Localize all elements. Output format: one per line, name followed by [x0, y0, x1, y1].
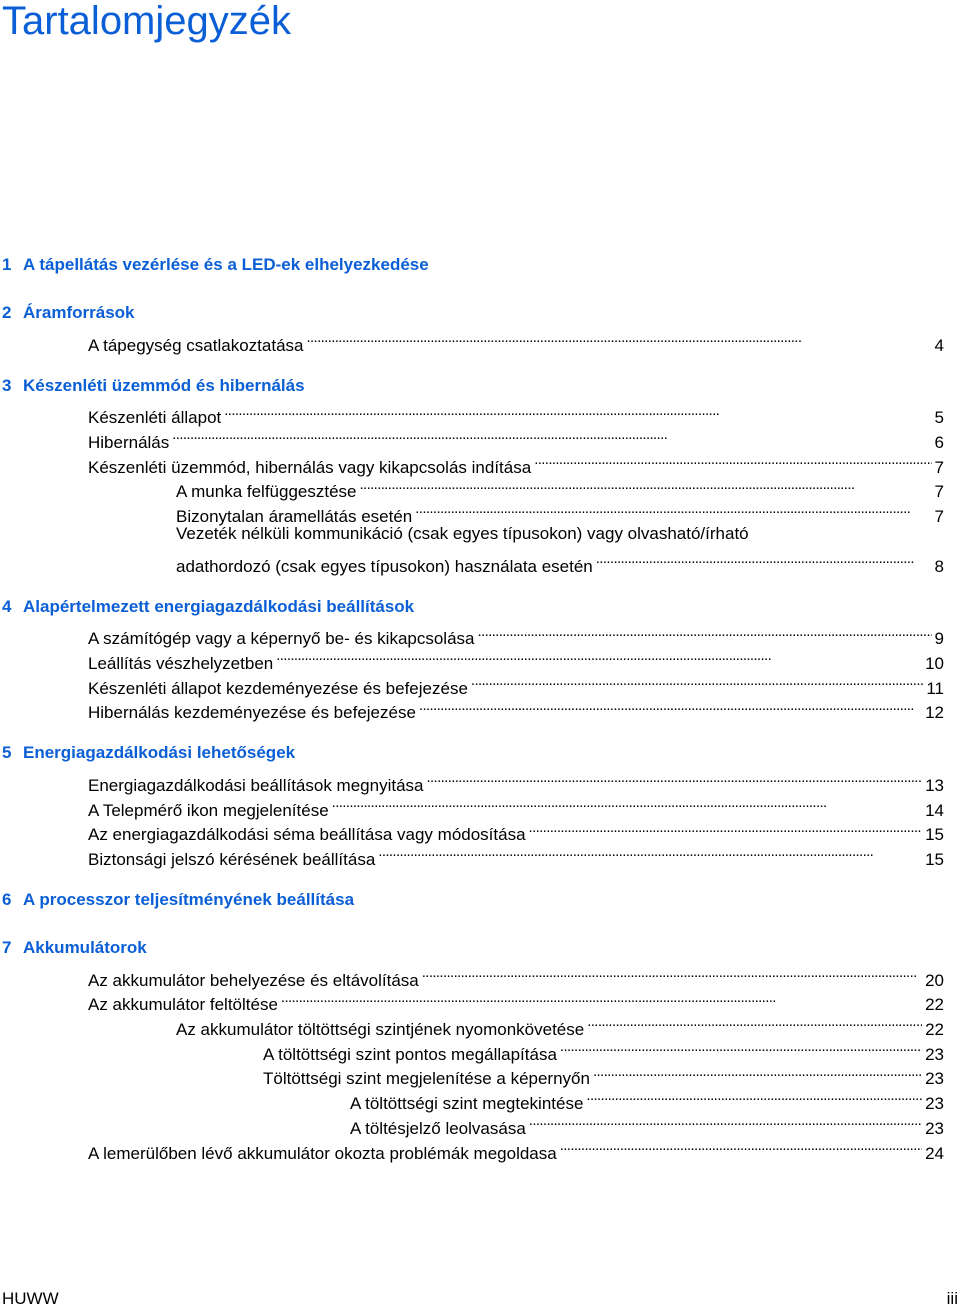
- toc-entry-title: Készenléti állapot: [88, 408, 222, 428]
- dot-leader: [587, 1010, 922, 1035]
- chapter-heading[interactable]: [0, 594, 944, 620]
- toc-entry-title: A Telepmérő ikon megjelenítése: [88, 800, 329, 820]
- dot-leader: [560, 1035, 922, 1060]
- dot-leader: [596, 547, 932, 572]
- chapter-heading[interactable]: [0, 935, 944, 961]
- toc-entry-page: 13: [925, 775, 944, 795]
- toc-entry-title: A számítógép vagy a képernyő be- és kikapcsolása: [88, 629, 475, 649]
- chapter-3: [0, 373, 944, 576]
- toc-entry-page: 23: [925, 1044, 944, 1064]
- chapter-6: [0, 887, 944, 913]
- chapter-number: 2: [2, 303, 12, 322]
- dot-leader: [586, 1084, 922, 1109]
- chapter-7: [0, 935, 944, 1163]
- toc-entry-title: Készenléti üzemmód, hibernálás vagy kikapcsolás indítása: [88, 457, 532, 477]
- dot-leader: [224, 399, 931, 424]
- toc-entry-page: 15: [925, 850, 944, 869]
- toc-entry-title: Energiagazdálkodási beállítások megnyitása: [88, 775, 424, 795]
- dot-leader: [534, 448, 931, 473]
- toc-entry-title: Készenléti állapot kezdeményezése és befejezése: [88, 678, 468, 698]
- dot-leader: [332, 791, 922, 816]
- toc-entry-title: A töltöttségi szint pontos megállapítása: [263, 1044, 557, 1064]
- toc-entry-title: A munka felfüggesztése: [176, 482, 357, 502]
- toc-entry-page: 4: [934, 335, 944, 355]
- toc-entry[interactable]: [0, 399, 944, 428]
- dot-leader: [471, 669, 923, 694]
- chapter-title: Alapértelmezett energiagazdálkodási beállítások: [23, 596, 415, 616]
- footer-left: HUWW: [2, 1289, 59, 1308]
- chapter-2: [0, 300, 944, 355]
- toc-entry-page: 15: [925, 825, 944, 845]
- toc-entry-page: 20: [925, 970, 944, 990]
- dot-leader: [172, 423, 931, 448]
- toc-entry-title: Az energiagazdálkodási séma beállítása vagy módosítása: [88, 825, 526, 845]
- chapter-number: 6: [2, 890, 12, 909]
- chapter-1: [0, 252, 944, 278]
- toc-entry-title: A tápegység csatlakoztatása: [88, 335, 304, 355]
- dot-leader: [360, 473, 932, 498]
- toc-entry-page: 7: [934, 507, 944, 527]
- toc-entry-title: Az akkumulátor behelyezése és eltávolítása: [88, 970, 419, 990]
- page-title: Tartalomjegyzék: [2, 0, 292, 43]
- toc-entry-title: Biztonsági jelszó kérésének beállítása: [88, 850, 376, 869]
- chapter-title: Áramforrások: [23, 303, 135, 322]
- toc-entry-page: 10: [925, 653, 944, 673]
- dot-leader: [415, 497, 931, 522]
- toc-entry-page: 22: [925, 1020, 944, 1040]
- chapter-number: 4: [2, 596, 12, 616]
- toc-entry-page: 12: [925, 703, 944, 723]
- toc-entry-page: 23: [925, 1118, 944, 1138]
- dot-leader: [378, 840, 922, 865]
- toc-entry-title: Hibernálás kezdeményezése és befejezése: [88, 703, 416, 723]
- toc-entry-title: Töltöttségi szint megjelenítése a képernyőn: [263, 1069, 590, 1089]
- toc-entry-page: 7: [934, 457, 944, 477]
- dot-leader: [419, 694, 922, 719]
- chapter-title: Akkumulátorok: [23, 938, 147, 957]
- chapter-number: 5: [2, 743, 12, 763]
- toc-entry-title: A töltöttségi szint megtekintése: [350, 1094, 584, 1114]
- chapter-title: A processzor teljesítményének beállítása: [23, 890, 355, 909]
- toc-entry-title: Az akkumulátor töltöttségi szintjének nyomonkövetése: [176, 1020, 585, 1040]
- footer-page-number: iii: [946, 1289, 958, 1308]
- chapter-heading[interactable]: [0, 740, 944, 766]
- table-of-contents: [0, 252, 944, 1181]
- chapter-number: 3: [2, 375, 12, 395]
- toc-entry-page: 6: [934, 433, 944, 453]
- chapter-heading[interactable]: [0, 373, 944, 399]
- toc-entry[interactable]: [0, 522, 944, 576]
- toc-entry-title: A lemerülőben lévő akkumulátor okozta problémák megoldasa: [88, 1143, 557, 1163]
- dot-leader: [281, 986, 922, 1011]
- toc-entry-page: 9: [934, 629, 944, 649]
- toc-entry-page: 14: [925, 800, 944, 820]
- toc-entry-title: Az akkumulátor feltöltése: [88, 995, 278, 1015]
- toc-entry-page: 22: [925, 995, 944, 1015]
- toc-entry[interactable]: [0, 766, 944, 795]
- toc-entry[interactable]: [0, 961, 944, 990]
- chapter-heading[interactable]: [0, 887, 944, 913]
- dot-leader: [560, 1134, 922, 1159]
- dot-leader: [422, 961, 922, 986]
- chapter-title: Energiagazdálkodási lehetőségek: [23, 743, 296, 763]
- toc-entry-title: A töltésjelző leolvasása: [350, 1118, 526, 1138]
- toc-entry-page: 7: [934, 482, 944, 502]
- dot-leader: [426, 766, 922, 791]
- toc-entry-title: Bizonytalan áramellátás esetén: [176, 507, 413, 527]
- chapter-heading[interactable]: [0, 252, 944, 278]
- dot-leader: [529, 1109, 922, 1134]
- toc-entry-title: Hibernálás: [88, 433, 170, 453]
- chapter-title: Készenléti üzemmód és hibernálás: [23, 375, 305, 395]
- chapter-4: [0, 594, 944, 723]
- toc-entry-page: 23: [925, 1094, 944, 1114]
- dot-leader: [593, 1060, 922, 1085]
- chapter-5: [0, 740, 944, 869]
- toc-entry[interactable]: [0, 497, 944, 527]
- toc-entry-title-continued: adathordozó (csak egyes típusokon) használata esetén: [176, 556, 593, 576]
- toc-entry-page: 23: [925, 1069, 944, 1089]
- toc-entry-page: 11: [926, 678, 944, 698]
- chapter-number: 7: [2, 938, 12, 957]
- toc-entry-page: 24: [925, 1143, 944, 1163]
- toc-entry[interactable]: [0, 326, 944, 355]
- dot-leader: [529, 816, 923, 841]
- toc-entry[interactable]: [0, 620, 944, 649]
- chapter-heading[interactable]: [0, 300, 944, 326]
- toc-entry-page: 8: [934, 556, 944, 576]
- dot-leader: [306, 326, 931, 351]
- chapter-number: 1: [2, 255, 12, 274]
- chapter-title: A tápellátás vezérlése és a LED-ek elhelyezkedése: [23, 255, 429, 274]
- toc-entry-title: Leállítás vészhelyzetben: [88, 653, 274, 673]
- dot-leader: [276, 644, 922, 669]
- toc-entry-title: Vezeték nélküli kommunikáció (csak egyes típusokon) vagy olvasható/írható: [176, 524, 749, 544]
- dot-leader: [478, 620, 932, 645]
- toc-entry-page: 5: [934, 408, 944, 428]
